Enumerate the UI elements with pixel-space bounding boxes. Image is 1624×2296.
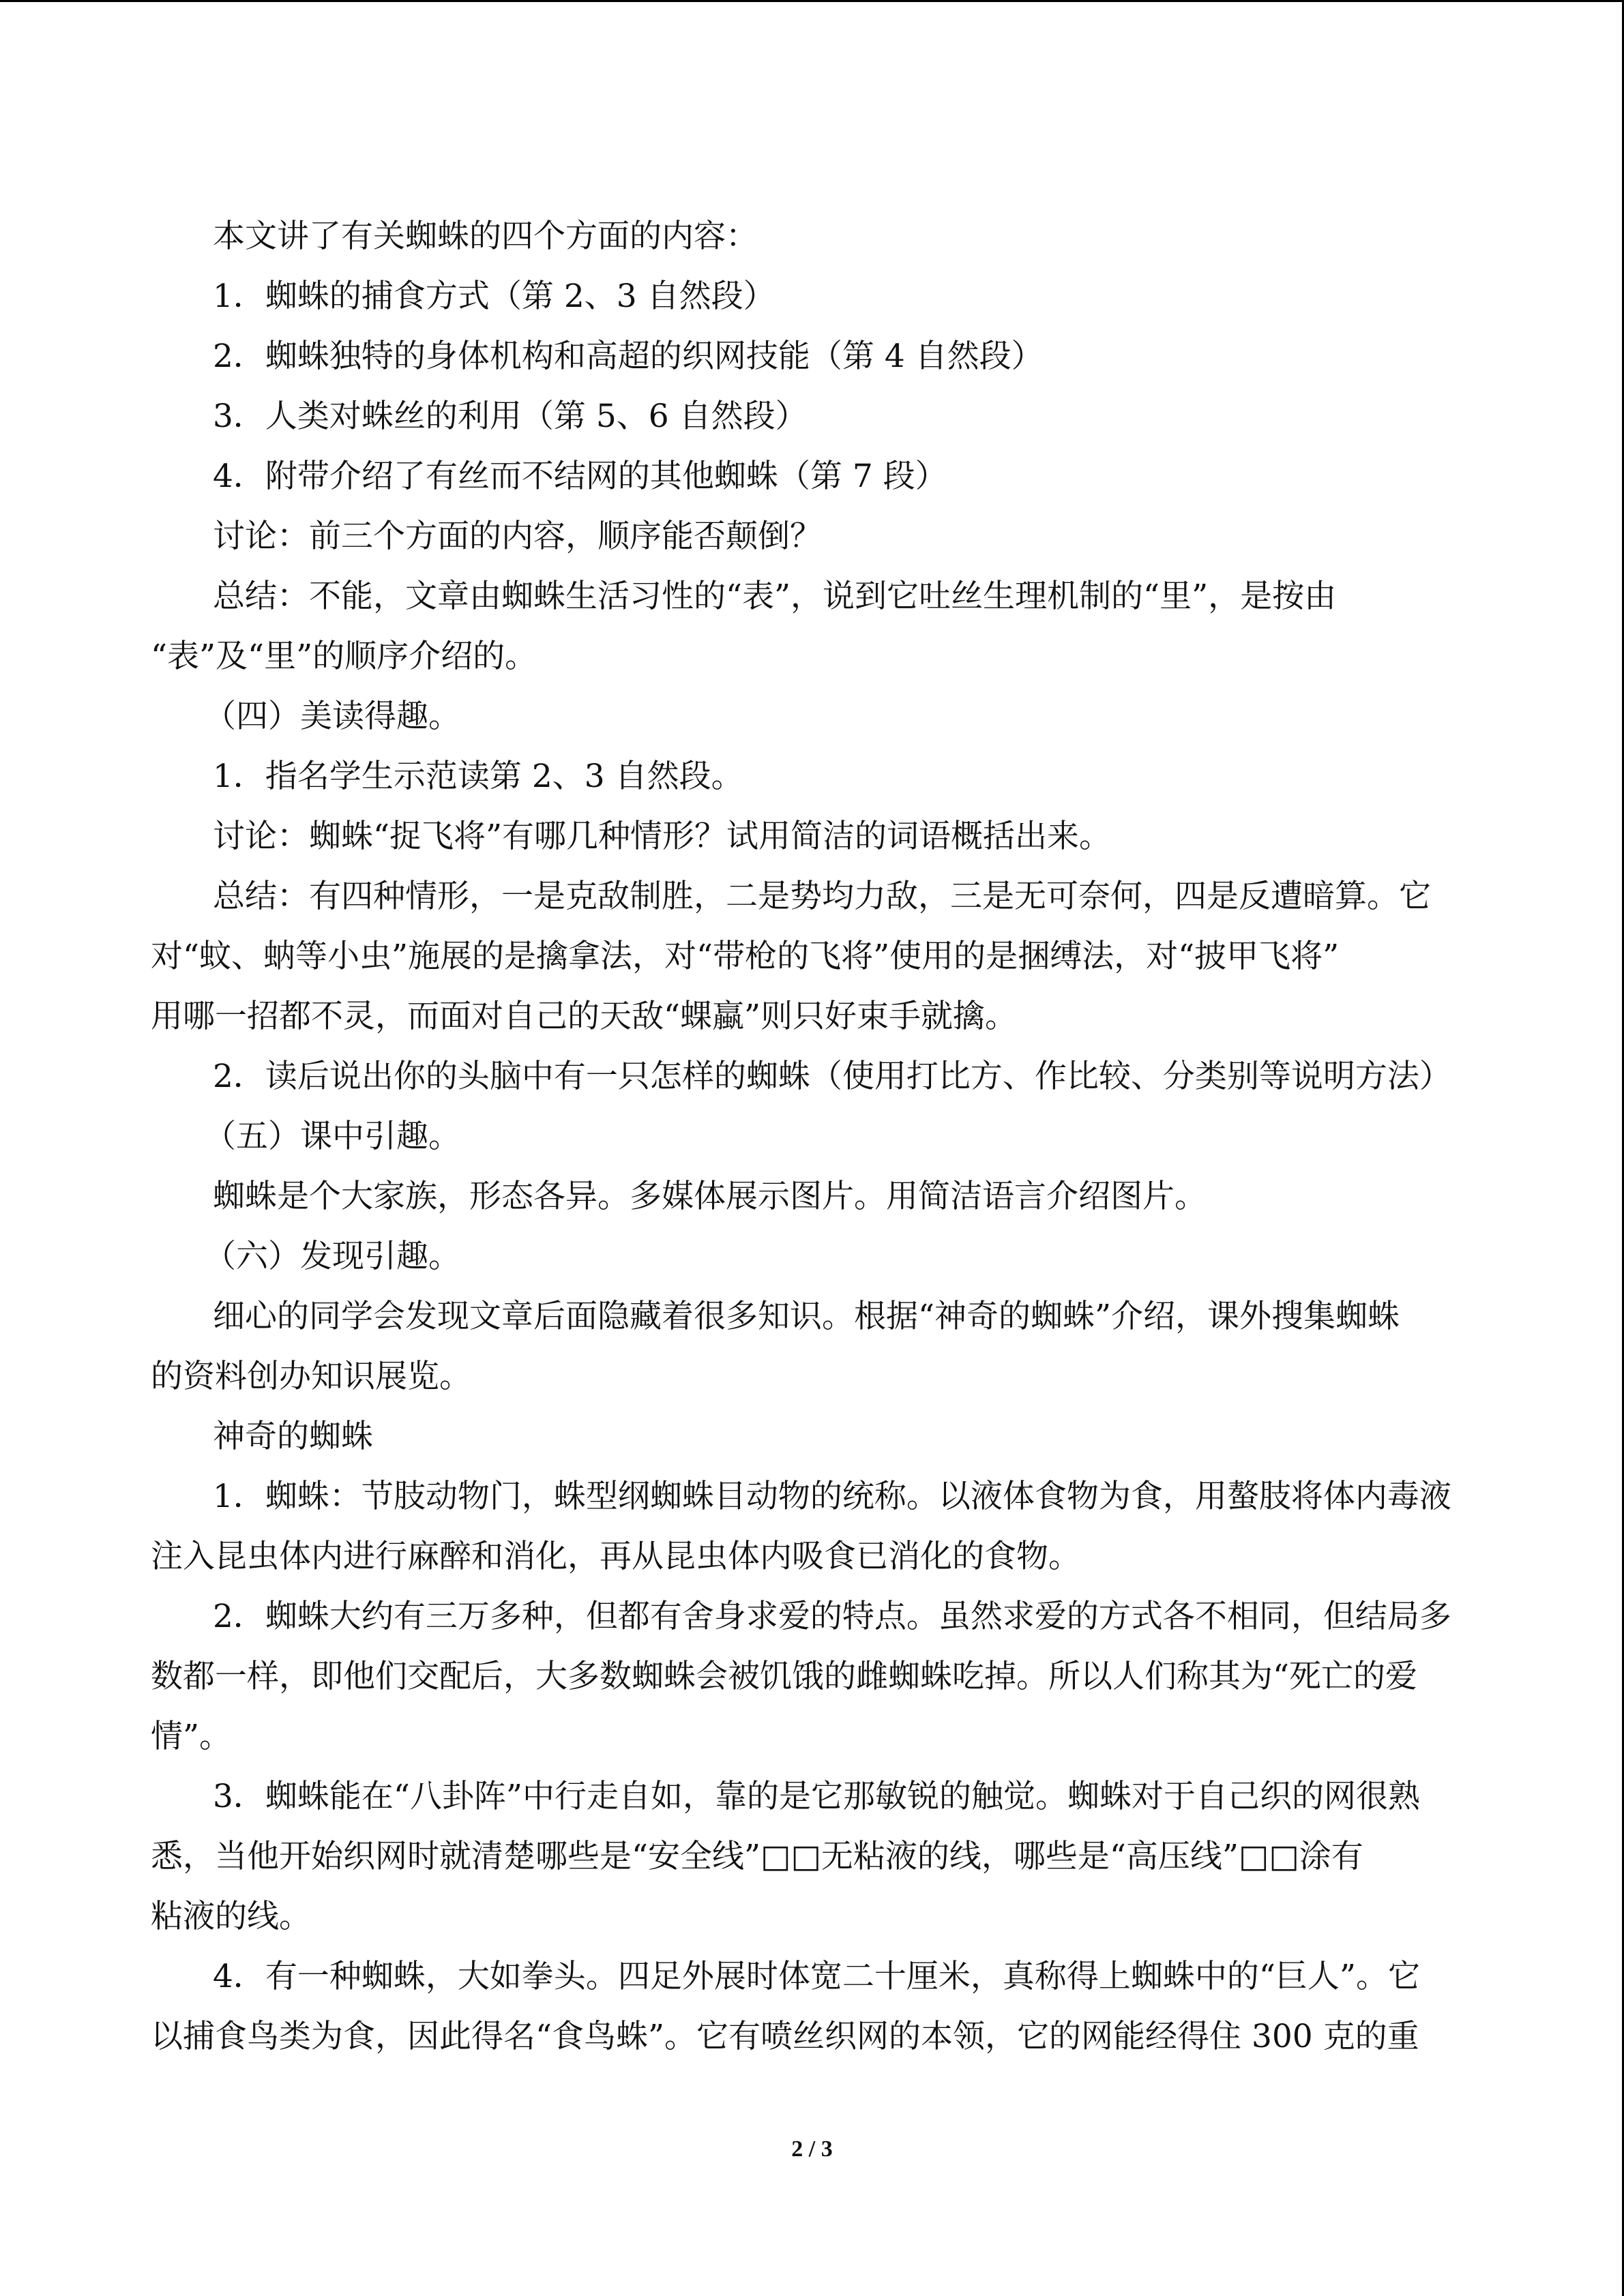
discussion-1: 讨论：前三个方面的内容，顺序能否颠倒？ (213, 518, 822, 555)
section-heading-6: （六）发现引趣。 (204, 1238, 460, 1275)
fact-4-line-1: 4．有一种蜘蛛，大如拳头。四足外展时体宽二十厘米，真称得上蜘蛛中的“巨人”。它 (213, 1958, 1420, 1995)
fact-3-line-1: 3．蜘蛛能在“八卦阵”中行走自如，靠的是它那敏锐的触觉。蜘蛛对于自己织的网很熟 (213, 1778, 1420, 1815)
list-item-1: 1．蜘蛛的捕食方式（第 2、3 自然段） (213, 278, 776, 315)
summary-1-line-2: “表”及“里”的顺序介绍的。 (151, 638, 537, 675)
page-number: 2 / 3 (791, 2136, 833, 2162)
discover-line-2: 的资料创办知识展览。 (151, 1358, 471, 1395)
document-body (151, 207, 1474, 2067)
list-item-2: 2．蜘蛛独特的身体机构和高超的织网技能（第 4 自然段） (213, 338, 1044, 375)
summary-2-line-1: 总结：有四种情形，一是克敌制胜，二是势均力敌，三是无可奈何，四是反遭暗算。它 (213, 878, 1431, 915)
intro-line: 本文讲了有关蜘蛛的四个方面的内容： (213, 218, 758, 255)
section-heading-5: （五）课中引趣。 (204, 1118, 460, 1155)
discussion-2: 讨论：蜘蛛“捉飞将”有哪几种情形？试用简洁的词语概括出来。 (213, 818, 1112, 855)
reading-task-2: 2．读后说出你的头脑中有一只怎样的蜘蛛（使用打比方、作比较、分类别等说明方法） (213, 1058, 1451, 1095)
fact-3-line-2: 悉，当他开始织网时就清楚哪些是“安全线”□□无粘液的线，哪些是“高压线”□□涂有 (151, 1838, 1363, 1875)
section-heading-4: （四）美读得趣。 (204, 698, 460, 735)
summary-1-line-1: 总结：不能，文章由蜘蛛生活习性的“表”，说到它吐丝生理机制的“里”，是按由 (213, 578, 1337, 615)
discover-line-1: 细心的同学会发现文章后面隐藏着很多知识。根据“神奇的蜘蛛”介绍，课外搜集蜘蛛 (213, 1298, 1400, 1335)
list-item-3: 3．人类对蛛丝的利用（第 5、6 自然段） (213, 398, 808, 435)
reading-task-1: 1．指名学生示范读第 2、3 自然段。 (213, 758, 743, 795)
summary-2-line-2: 对“蚊、蚋等小虫”施展的是擒拿法，对“带枪的飞将”使用的是捆缚法，对“披甲飞将” (151, 938, 1340, 975)
summary-2-line-3: 用哪一招都不灵，而面对自己的天敌“蜾蠃”则只好束手就擒。 (151, 998, 1018, 1035)
fact-3-line-3: 粘液的线。 (151, 1898, 311, 1935)
fact-1-line-1: 1．蜘蛛：节肢动物门，蛛型纲蜘蛛目动物的统称。以液体食物为食，用螯肢将体内毒液 (213, 1478, 1451, 1515)
subtitle-magic-spider: 神奇的蜘蛛 (213, 1418, 373, 1455)
list-item-4: 4．附带介绍了有丝而不结网的其他蜘蛛（第 7 段） (213, 458, 947, 495)
fact-2-line-1: 2．蜘蛛大约有三万多种，但都有舍身求爱的特点。虽然求爱的方式各不相同，但结局多 (213, 1598, 1451, 1635)
fact-2-line-3: 情”。 (151, 1718, 232, 1755)
fact-2-line-2: 数都一样，即他们交配后，大多数蜘蛛会被饥饿的雌蜘蛛吃掉。所以人们称其为“死亡的爱 (151, 1658, 1418, 1695)
fact-1-line-2: 注入昆虫体内进行麻醉和消化，再从昆虫体内吸食已消化的食物。 (151, 1538, 1080, 1575)
spider-family-text: 蜘蛛是个大家族，形态各异。多媒体展示图片。用简洁语言介绍图片。 (213, 1178, 1207, 1215)
fact-4-line-2: 以捕食鸟类为食，因此得名“食鸟蛛”。它有喷丝织网的本领，它的网能经得住 300 克的重 (151, 2018, 1419, 2055)
